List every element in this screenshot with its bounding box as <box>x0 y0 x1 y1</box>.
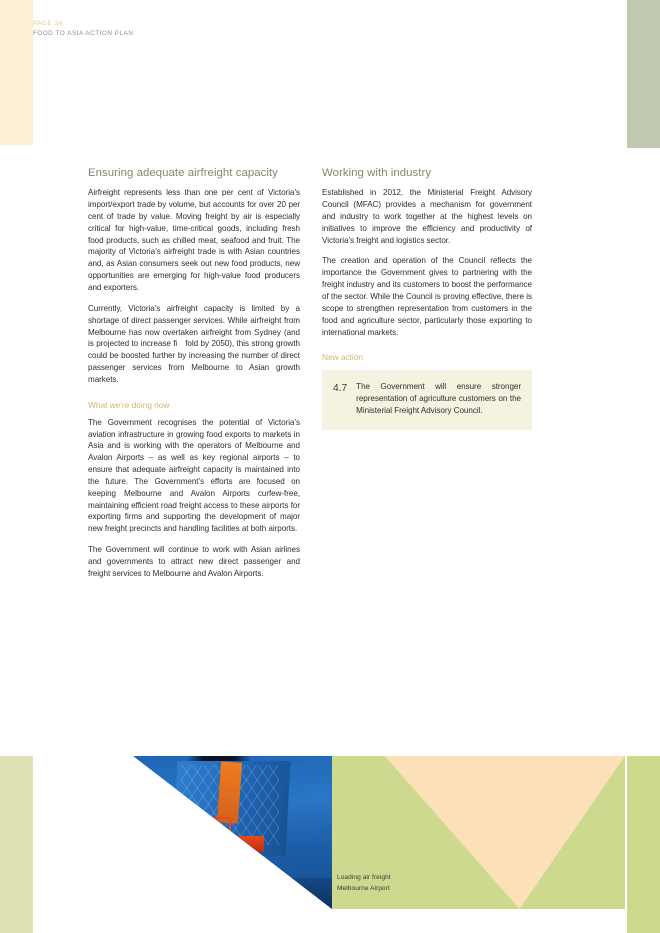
section-heading-working-with-industry: Working with industry <box>322 167 432 179</box>
page-number-label: PAGE 34 <box>33 20 63 27</box>
photo-loader-body <box>115 848 246 888</box>
photo-worker-second <box>175 808 193 840</box>
photo-loader-deck <box>109 836 263 853</box>
paragraph: The creation and operation of the Council reflects the importance the Government gives to partnering with the freight industry and its customers to boost the performance of the sector. While the Council is proving effective, there is scope to strengthen representation from customers in the food and agriculture sector, particularly those exporting to international markets. <box>322 256 532 337</box>
right-top-accent-bar <box>627 0 660 148</box>
photo-caption-line-2: Melbourne Airport <box>337 884 390 892</box>
paragraph: The Government will continue to work with Asian airlines and governments to attract new direct passenger and freight services to Melbourne and Avalon Airports. <box>88 545 300 578</box>
photo-loader-leg <box>134 883 154 909</box>
photo-rail-post <box>136 817 138 837</box>
document-title-label: FOOD TO ASIA ACTION PLAN <box>33 29 134 37</box>
photo-tarmac <box>35 878 332 909</box>
photo-loader-jack <box>100 863 109 897</box>
subheading-new-action: New action <box>322 352 363 363</box>
left-top-accent-bar <box>0 0 33 145</box>
photo-air-freight-loading <box>35 756 332 909</box>
paragraph: Established in 2012, the Ministerial Freight Advisory Council (MFAC) provides a mechanism for government and industry to work together at the highest levels on initiatives to improve the efficiency and productivity of Victoria’s freight and logistics sector. <box>322 188 532 245</box>
photo-canvas <box>35 756 332 909</box>
section-heading-airfreight: Ensuring adequate airfreight capacity <box>88 167 278 179</box>
paragraph: The Government recognises the potential of Victoria’s aviation infrastructure in growing food exports to markets in Asia and is working with the operators of Melbourne and Avalon Airports – as well as key regional airports – to ensure that adequate airfreight capacity is maintained into the future. The Government’s efforts are focused on keeping Melbourne and Avalon Airports curfew-free, maintaining efficient road freight access to these airports for exporting firms and supporting the development of major new freight precincts and handling facilities at both airports. <box>88 417 300 534</box>
photo-caption <box>337 873 391 894</box>
bottom-graphic-band <box>0 756 660 933</box>
left-column <box>88 166 300 580</box>
paragraph: Airfreight represents less than one per cent of Victoria’s import/export trade by volume, but accounts for over 20 per cent of trade by value. Moving freight by air is especially critical for high-value, time-critical goods, including fresh food products, such as chilled meat, seafood and fruit. The majority of Victoria’s airfreight trade is with Asian countries and, as Asian consumers seek out new food products, new opportunities are emerging for high-value food producers and exporters. <box>88 188 300 292</box>
subheading-what-were-doing-now: What we’re doing now <box>88 399 170 410</box>
right-column <box>322 166 532 580</box>
photo-worker-helmet <box>143 806 154 814</box>
photo-orange-strap <box>217 761 242 823</box>
photo-caption-line-1: Loading air freight <box>337 874 391 881</box>
photo-worker-hi-vis <box>139 813 160 842</box>
action-number: 4.7 <box>333 383 348 395</box>
photo-platform-rail <box>112 817 231 837</box>
photo-loader-leg <box>187 883 206 909</box>
page-header <box>33 19 133 39</box>
content-columns <box>88 166 535 580</box>
paragraph: Currently, Victoria’s airfreight capacity is limited by a shortage of direct passenger services. While airfreight from Melbourne has now overtaken airfreight from Sydney (and is projected to increase fi fold by 2050), this strong growth could be boosted further by increasing the number of direct passenger services from Melbourne to Asian growth markets. <box>88 303 300 384</box>
new-action-callout <box>322 370 532 430</box>
photo-rail-post <box>184 817 186 837</box>
action-description: The Government will ensure stronger representation of agriculture customers on the Ministerial Freight Advisory Council. <box>356 382 521 416</box>
